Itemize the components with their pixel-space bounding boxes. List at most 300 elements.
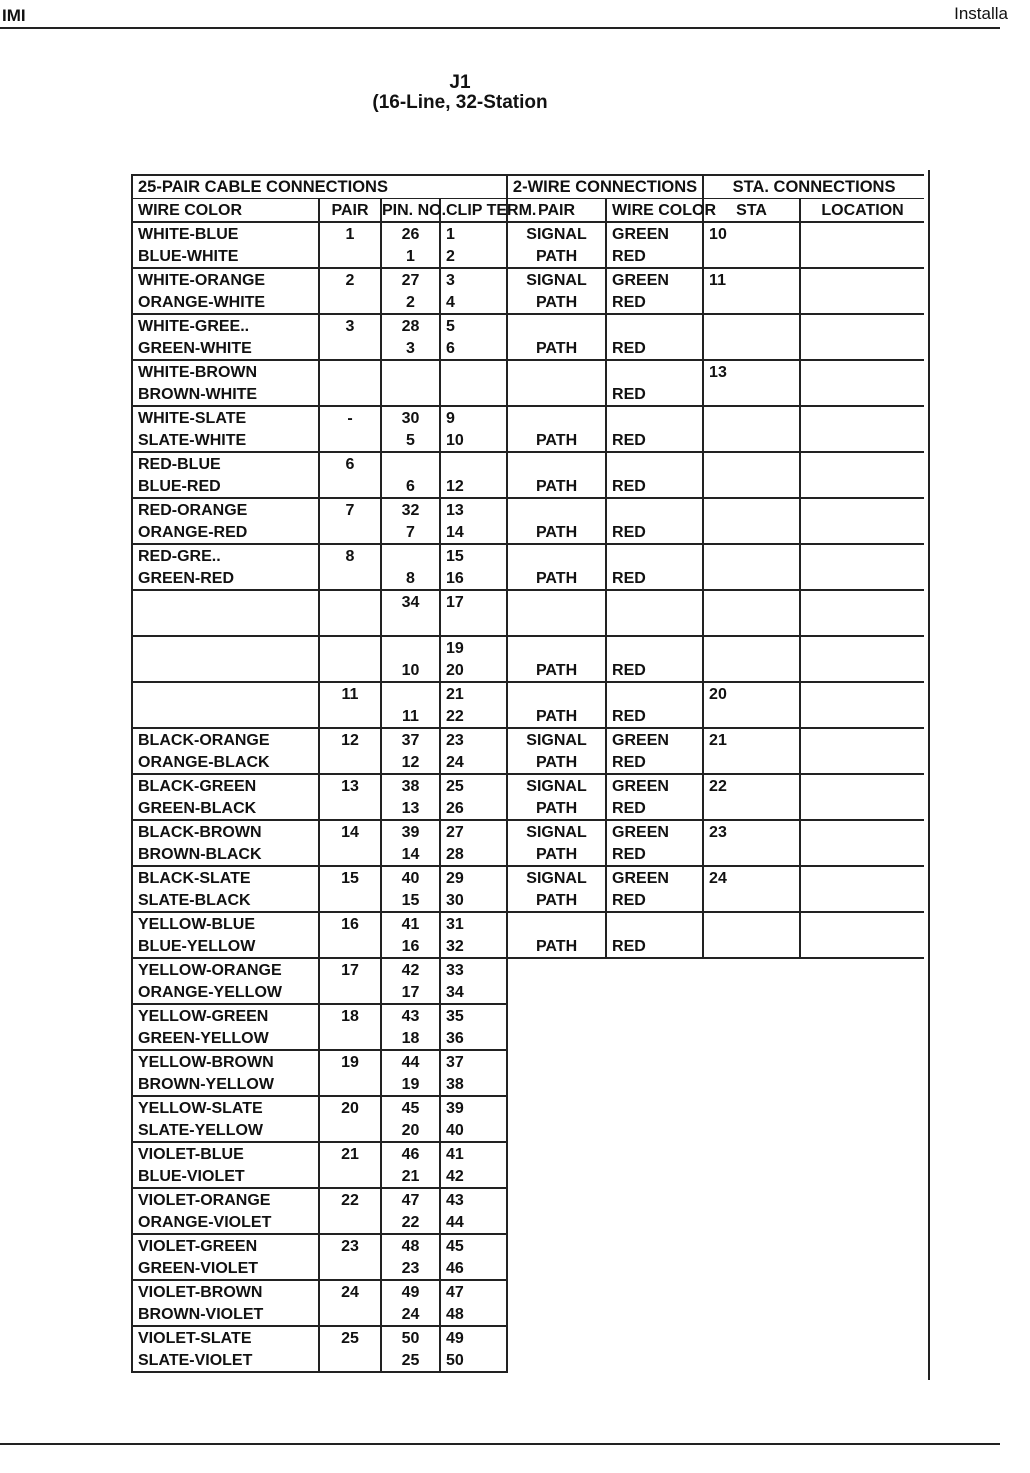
pin-cell: 1 [381, 245, 440, 268]
wire-color-cell: WHITE-ORANGE [132, 268, 319, 291]
pin-cell: 7 [381, 521, 440, 544]
wire-color-cell: VIOLET-SLATE [132, 1326, 319, 1349]
pin-cell: 30 [381, 406, 440, 429]
clip-cell: 48 [440, 1303, 507, 1326]
station-cell [703, 751, 800, 774]
blank-area [507, 1326, 924, 1349]
wire-color-cell: GREEN-WHITE [132, 337, 319, 360]
clip-cell: 43 [440, 1188, 507, 1211]
table-row [132, 797, 924, 820]
location-cell [800, 613, 924, 636]
wire-color-cell: WHITE-BLUE [132, 222, 319, 245]
pair-cell: 14 [319, 820, 381, 843]
two-wire-color-cell: RED [606, 245, 703, 268]
col-pair: PAIR [319, 199, 381, 223]
station-cell [703, 935, 800, 958]
clip-cell: 21 [440, 682, 507, 705]
blank-area [507, 981, 924, 1004]
wire-color-cell: GREEN-YELLOW [132, 1027, 319, 1050]
pair-cell [319, 1257, 381, 1280]
pin-cell: 6 [381, 475, 440, 498]
clip-cell: 49 [440, 1326, 507, 1349]
clip-cell: 6 [440, 337, 507, 360]
two-wire-color-cell: RED [606, 889, 703, 912]
pin-cell [381, 613, 440, 636]
wire-color-cell: BROWN-VIOLET [132, 1303, 319, 1326]
wire-color-cell: SLATE-BLACK [132, 889, 319, 912]
station-cell [703, 567, 800, 590]
blank-area [507, 1211, 924, 1234]
clip-cell: 22 [440, 705, 507, 728]
table-row [132, 1142, 924, 1165]
location-cell [800, 935, 924, 958]
clip-cell: 30 [440, 889, 507, 912]
two-wire-pair-cell: PATH [507, 659, 606, 682]
wire-color-cell [132, 659, 319, 682]
two-wire-color-cell [606, 590, 703, 613]
pair-cell [319, 429, 381, 452]
station-cell [703, 429, 800, 452]
table-row [132, 1326, 924, 1349]
station-cell [703, 245, 800, 268]
two-wire-pair-cell: PATH [507, 843, 606, 866]
col-wire-color-2wire: WIRE COLOR [606, 199, 703, 223]
two-wire-pair-cell: PATH [507, 889, 606, 912]
pair-cell [319, 843, 381, 866]
station-cell [703, 659, 800, 682]
station-cell [703, 475, 800, 498]
pair-cell [319, 1073, 381, 1096]
pair-cell: 16 [319, 912, 381, 935]
station-cell: 23 [703, 820, 800, 843]
two-wire-pair-cell: PATH [507, 751, 606, 774]
pair-cell [319, 475, 381, 498]
table-row [132, 314, 924, 337]
table-row [132, 1234, 924, 1257]
clip-cell: 27 [440, 820, 507, 843]
clip-cell: 32 [440, 935, 507, 958]
two-wire-color-cell: RED [606, 383, 703, 406]
two-wire-color-cell: RED [606, 429, 703, 452]
wire-color-cell: VIOLET-ORANGE [132, 1188, 319, 1211]
blank-area [507, 1234, 924, 1257]
station-cell [703, 590, 800, 613]
blank-area [507, 1073, 924, 1096]
table-row [132, 383, 924, 406]
pair-cell: 2 [319, 268, 381, 291]
location-cell [800, 636, 924, 659]
pair-cell: 7 [319, 498, 381, 521]
pair-cell [319, 567, 381, 590]
two-wire-color-cell [606, 613, 703, 636]
station-cell: 13 [703, 360, 800, 383]
two-wire-color-cell: RED [606, 935, 703, 958]
pair-cell [319, 797, 381, 820]
station-cell: 24 [703, 866, 800, 889]
location-cell [800, 521, 924, 544]
two-wire-color-cell [606, 498, 703, 521]
two-wire-pair-cell: PATH [507, 429, 606, 452]
two-wire-color-cell [606, 636, 703, 659]
pin-cell [381, 383, 440, 406]
clip-cell: 45 [440, 1234, 507, 1257]
two-wire-color-cell: RED [606, 659, 703, 682]
wire-color-cell: GREEN-BLACK [132, 797, 319, 820]
table-row [132, 544, 924, 567]
two-wire-color-cell: RED [606, 843, 703, 866]
two-wire-pair-cell [507, 613, 606, 636]
clip-cell: 20 [440, 659, 507, 682]
clip-cell: 46 [440, 1257, 507, 1280]
pair-cell: 6 [319, 452, 381, 475]
pin-cell: 18 [381, 1027, 440, 1050]
pair-cell: 15 [319, 866, 381, 889]
pair-cell [319, 1119, 381, 1142]
pin-cell: 39 [381, 820, 440, 843]
page-title: J1 [449, 72, 471, 93]
pair-cell [319, 521, 381, 544]
location-cell [800, 705, 924, 728]
clip-cell: 50 [440, 1349, 507, 1372]
clip-cell: 24 [440, 751, 507, 774]
blank-area [507, 1188, 924, 1211]
pair-cell: 25 [319, 1326, 381, 1349]
pin-cell: 24 [381, 1303, 440, 1326]
pin-cell: 37 [381, 728, 440, 751]
clip-cell: 19 [440, 636, 507, 659]
pair-cell [319, 360, 381, 383]
location-cell [800, 452, 924, 475]
pin-cell: 5 [381, 429, 440, 452]
station-cell: 20 [703, 682, 800, 705]
blank-area [507, 1027, 924, 1050]
table-row [132, 1096, 924, 1119]
pin-cell: 23 [381, 1257, 440, 1280]
pin-cell: 47 [381, 1188, 440, 1211]
station-cell: 22 [703, 774, 800, 797]
wire-color-cell: VIOLET-GREEN [132, 1234, 319, 1257]
station-cell [703, 636, 800, 659]
clip-cell: 26 [440, 797, 507, 820]
blank-area [507, 1303, 924, 1326]
two-wire-color-cell [606, 452, 703, 475]
pin-cell: 32 [381, 498, 440, 521]
table-row [132, 1211, 924, 1234]
clip-cell: 35 [440, 1004, 507, 1027]
wire-color-cell: ORANGE-RED [132, 521, 319, 544]
blank-area [507, 1257, 924, 1280]
two-wire-pair-cell: PATH [507, 475, 606, 498]
location-cell [800, 291, 924, 314]
pair-cell [319, 889, 381, 912]
clip-cell: 12 [440, 475, 507, 498]
wire-color-cell: BLACK-GREEN [132, 774, 319, 797]
two-wire-pair-cell: PATH [507, 521, 606, 544]
clip-cell: 39 [440, 1096, 507, 1119]
two-wire-pair-cell [507, 682, 606, 705]
table-row [132, 958, 924, 981]
pin-cell: 17 [381, 981, 440, 1004]
table-row [132, 291, 924, 314]
pair-cell: 17 [319, 958, 381, 981]
table-row [132, 337, 924, 360]
two-wire-pair-cell: PATH [507, 337, 606, 360]
two-wire-pair-cell: PATH [507, 245, 606, 268]
pair-cell [319, 337, 381, 360]
two-wire-pair-cell [507, 912, 606, 935]
pin-cell: 43 [381, 1004, 440, 1027]
location-cell [800, 843, 924, 866]
clip-cell: 17 [440, 590, 507, 613]
wire-color-cell: RED-ORANGE [132, 498, 319, 521]
table-row [132, 1119, 924, 1142]
section-cable-connections: 25-PAIR CABLE CONNECTIONS [132, 175, 507, 199]
pair-cell [319, 705, 381, 728]
table-row [132, 475, 924, 498]
wire-color-cell: ORANGE-BLACK [132, 751, 319, 774]
header-left-label: IMI [2, 6, 26, 25]
pin-cell: 20 [381, 1119, 440, 1142]
station-cell [703, 452, 800, 475]
station-cell [703, 498, 800, 521]
clip-cell: 36 [440, 1027, 507, 1050]
clip-cell: 28 [440, 843, 507, 866]
clip-cell: 4 [440, 291, 507, 314]
table-row [132, 268, 924, 291]
clip-cell: 40 [440, 1119, 507, 1142]
pin-cell: 21 [381, 1165, 440, 1188]
pair-cell: 21 [319, 1142, 381, 1165]
location-cell [800, 751, 924, 774]
pin-cell: 25 [381, 1349, 440, 1372]
table-row [132, 1165, 924, 1188]
wire-color-cell: YELLOW-BROWN [132, 1050, 319, 1073]
pin-cell: 44 [381, 1050, 440, 1073]
col-station: STA [703, 199, 800, 223]
station-cell: 11 [703, 268, 800, 291]
table-row [132, 613, 924, 636]
pin-cell [381, 360, 440, 383]
two-wire-pair-cell [507, 452, 606, 475]
pin-cell: 14 [381, 843, 440, 866]
clip-cell: 38 [440, 1073, 507, 1096]
location-cell [800, 682, 924, 705]
table-row [132, 843, 924, 866]
wire-color-cell [132, 613, 319, 636]
clip-cell: 5 [440, 314, 507, 337]
pin-cell: 22 [381, 1211, 440, 1234]
location-cell [800, 498, 924, 521]
two-wire-color-cell [606, 544, 703, 567]
column-header-row [132, 199, 924, 223]
clip-cell: 13 [440, 498, 507, 521]
pin-cell [381, 544, 440, 567]
wire-color-cell: BLUE-WHITE [132, 245, 319, 268]
pin-cell: 8 [381, 567, 440, 590]
station-cell [703, 314, 800, 337]
section-two-wire-connections: 2-WIRE CONNECTIONS [507, 175, 703, 199]
pin-cell: 38 [381, 774, 440, 797]
wire-color-cell: RED-GRE.. [132, 544, 319, 567]
two-wire-color-cell: RED [606, 337, 703, 360]
table-row [132, 590, 924, 613]
table-row [132, 452, 924, 475]
table-row [132, 935, 924, 958]
location-cell [800, 866, 924, 889]
pin-cell: 12 [381, 751, 440, 774]
wire-color-cell: GREEN-VIOLET [132, 1257, 319, 1280]
blank-area [507, 1050, 924, 1073]
two-wire-pair-cell [507, 314, 606, 337]
location-cell [800, 567, 924, 590]
table-row [132, 1280, 924, 1303]
clip-cell: 34 [440, 981, 507, 1004]
wire-color-cell: SLATE-YELLOW [132, 1119, 319, 1142]
pair-cell [319, 1349, 381, 1372]
wire-color-cell: VIOLET-BLUE [132, 1142, 319, 1165]
location-cell [800, 245, 924, 268]
header-rule [0, 27, 1000, 29]
location-cell [800, 889, 924, 912]
pair-cell: 19 [319, 1050, 381, 1073]
location-cell [800, 544, 924, 567]
pin-cell: 34 [381, 590, 440, 613]
clip-cell: 44 [440, 1211, 507, 1234]
two-wire-color-cell [606, 682, 703, 705]
table-row [132, 682, 924, 705]
wire-color-cell: ORANGE-VIOLET [132, 1211, 319, 1234]
wire-color-cell: BROWN-YELLOW [132, 1073, 319, 1096]
blank-area [507, 1280, 924, 1303]
station-cell [703, 544, 800, 567]
clip-cell: 33 [440, 958, 507, 981]
two-wire-color-cell: GREEN [606, 866, 703, 889]
location-cell [800, 314, 924, 337]
pin-cell: 2 [381, 291, 440, 314]
pair-cell [319, 590, 381, 613]
pair-cell [319, 751, 381, 774]
pin-cell: 46 [381, 1142, 440, 1165]
two-wire-color-cell: RED [606, 797, 703, 820]
clip-cell: 29 [440, 866, 507, 889]
clip-cell: 41 [440, 1142, 507, 1165]
pair-cell [319, 1211, 381, 1234]
blank-area [507, 1096, 924, 1119]
pair-cell [319, 636, 381, 659]
wire-color-cell: SLATE-VIOLET [132, 1349, 319, 1372]
blank-area [507, 958, 924, 981]
location-cell [800, 360, 924, 383]
wire-color-cell: SLATE-WHITE [132, 429, 319, 452]
location-cell [800, 797, 924, 820]
pair-cell [319, 935, 381, 958]
two-wire-color-cell: GREEN [606, 820, 703, 843]
clip-cell: 16 [440, 567, 507, 590]
wire-color-cell: BLUE-YELLOW [132, 935, 319, 958]
two-wire-pair-cell: PATH [507, 291, 606, 314]
clip-cell [440, 383, 507, 406]
clip-cell [440, 613, 507, 636]
blank-area [507, 1349, 924, 1372]
two-wire-color-cell: RED [606, 521, 703, 544]
station-cell [703, 521, 800, 544]
two-wire-color-cell: RED [606, 705, 703, 728]
clip-cell: 23 [440, 728, 507, 751]
two-wire-pair-cell [507, 360, 606, 383]
pair-cell [319, 1027, 381, 1050]
pair-cell: 3 [319, 314, 381, 337]
station-cell [703, 383, 800, 406]
pin-cell: 27 [381, 268, 440, 291]
two-wire-pair-cell: SIGNAL [507, 268, 606, 291]
wire-color-cell: BLACK-BROWN [132, 820, 319, 843]
pair-cell [319, 659, 381, 682]
location-cell [800, 337, 924, 360]
station-cell: 21 [703, 728, 800, 751]
clip-cell: 14 [440, 521, 507, 544]
wire-color-cell: YELLOW-GREEN [132, 1004, 319, 1027]
location-cell [800, 429, 924, 452]
two-wire-pair-cell: SIGNAL [507, 820, 606, 843]
table-row [132, 498, 924, 521]
two-wire-color-cell [606, 360, 703, 383]
two-wire-color-cell: RED [606, 751, 703, 774]
pair-cell: 12 [319, 728, 381, 751]
two-wire-pair-cell: SIGNAL [507, 774, 606, 797]
wire-color-cell: BROWN-WHITE [132, 383, 319, 406]
pin-cell [381, 636, 440, 659]
location-cell [800, 406, 924, 429]
station-cell [703, 889, 800, 912]
two-wire-color-cell: RED [606, 475, 703, 498]
location-cell [800, 820, 924, 843]
two-wire-color-cell [606, 314, 703, 337]
wire-color-cell [132, 682, 319, 705]
pair-cell: - [319, 406, 381, 429]
table-row [132, 245, 924, 268]
table-row [132, 981, 924, 1004]
pin-cell: 49 [381, 1280, 440, 1303]
clip-cell: 3 [440, 268, 507, 291]
wire-color-cell: WHITE-SLATE [132, 406, 319, 429]
two-wire-color-cell [606, 912, 703, 935]
location-cell [800, 728, 924, 751]
two-wire-pair-cell [507, 544, 606, 567]
table-row [132, 521, 924, 544]
wire-color-cell: YELLOW-BLUE [132, 912, 319, 935]
pair-cell [319, 613, 381, 636]
pin-cell: 11 [381, 705, 440, 728]
wire-color-cell: BLUE-VIOLET [132, 1165, 319, 1188]
pair-cell: 13 [319, 774, 381, 797]
clip-cell: 42 [440, 1165, 507, 1188]
station-cell: 10 [703, 222, 800, 245]
page-subtitle: (16-Line, 32-Station [372, 92, 548, 113]
col-location: LOCATION [800, 199, 924, 223]
table-row [132, 820, 924, 843]
clip-cell [440, 452, 507, 475]
clip-cell: 37 [440, 1050, 507, 1073]
wire-color-cell [132, 590, 319, 613]
pair-cell [319, 1303, 381, 1326]
pair-cell [319, 1165, 381, 1188]
col-clip-term: CLIP TERM. [440, 199, 507, 223]
station-cell [703, 613, 800, 636]
wire-color-cell: BROWN-BLACK [132, 843, 319, 866]
table-row [132, 1073, 924, 1096]
pin-cell: 41 [381, 912, 440, 935]
pin-cell: 19 [381, 1073, 440, 1096]
